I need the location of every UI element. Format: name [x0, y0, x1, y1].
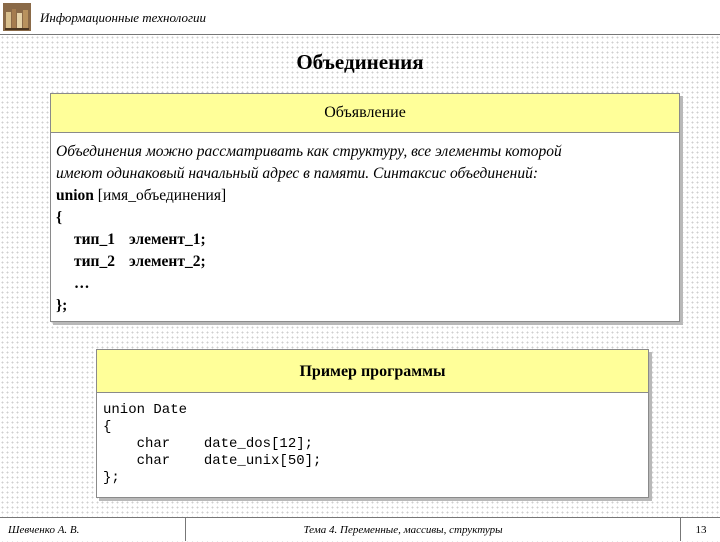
field-line-1 [56, 229, 674, 251]
ellipsis-line: … [74, 275, 90, 292]
field-2-type: тип_2 [74, 253, 115, 270]
example-panel [96, 349, 649, 498]
slide-header [0, 0, 720, 35]
close-brace: }; [56, 297, 68, 314]
declaration-panel [50, 93, 680, 322]
example-code: union Date { char date_dos[12]; char date_unix[50]; }; [103, 402, 322, 486]
field-2-name: элемент_2; [128, 253, 206, 270]
intro-line-1: Объединения можно рассматривать как структуру, все элементы которой [56, 143, 562, 160]
slide-footer [0, 517, 720, 541]
declaration-heading: Объявление [51, 94, 679, 133]
declaration-body [51, 133, 679, 317]
example-heading: Пример программы [97, 350, 648, 393]
books-icon [3, 3, 31, 31]
header-title: Информационные технологии [40, 10, 207, 25]
syntax-name: [имя_объединения] [93, 187, 227, 204]
footer-author: Шевченко А. В. [0, 518, 186, 541]
field-1-type: тип_1 [74, 231, 115, 248]
union-keyword: union [56, 187, 94, 204]
field-1-name: элемент_1; [128, 231, 206, 248]
syntax-line [56, 185, 674, 207]
field-line-2 [56, 251, 674, 273]
footer-topic: Тема 4. Переменные, массивы, структуры [303, 524, 503, 536]
open-brace: { [56, 209, 63, 226]
page-number: 13 [680, 518, 720, 541]
intro-line-2: имеют одинаковый начальный адрес в памяти. Синтаксис объединений: [56, 165, 538, 182]
slide-title: Объединения [296, 50, 424, 74]
